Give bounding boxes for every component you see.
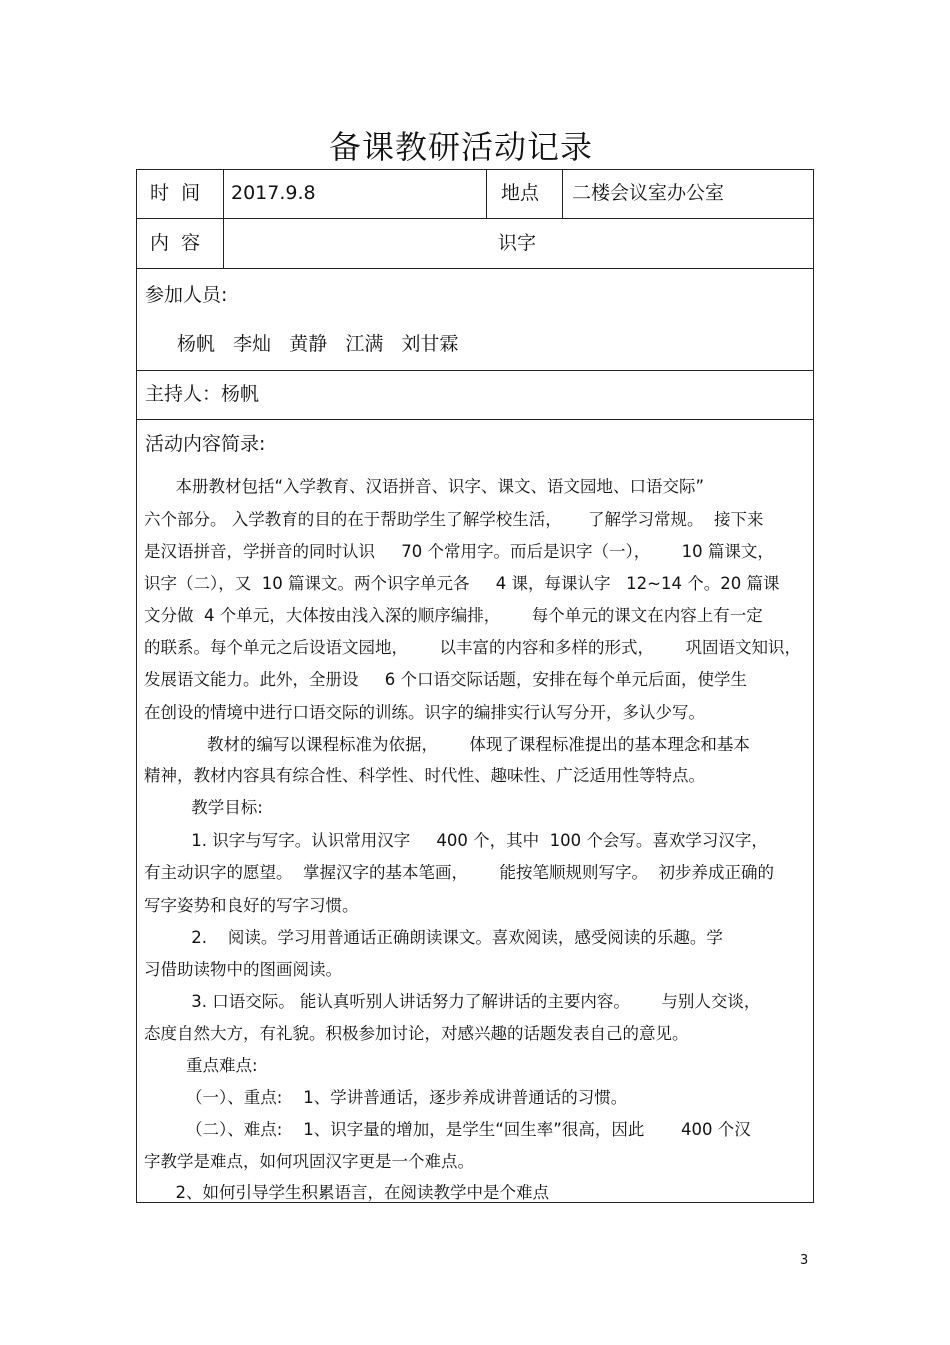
activity-line: 六个部分。 入学教育的目的在于帮助学生了解学校生活， 了解学习常规。 接下来 xyxy=(144,510,764,529)
host-label: 主持人：杨帆 xyxy=(145,383,260,405)
page-title: 备课教研活动记录 xyxy=(328,128,593,166)
time-label: 时 间 xyxy=(150,182,201,204)
row-divider xyxy=(136,218,814,219)
col-divider xyxy=(486,169,487,219)
col-divider xyxy=(562,169,563,219)
row-divider xyxy=(136,419,814,420)
col-divider xyxy=(223,169,224,269)
activity-line: 字教学是难点，如何巩固汉字更是一个难点。 xyxy=(144,1152,474,1171)
activity-line: （一）、重点: 1、学讲普通话，逐步养成讲普通话的习惯。 xyxy=(144,1088,628,1107)
activity-line: 在创设的情境中进行口语交际的训练。识字的编排实行认写分开，多认少写。 xyxy=(144,703,705,722)
activity-line: 态度自然大方，有礼貌。积极参加讨论，对感兴趣的话题发表自己的意见。 xyxy=(144,1024,689,1043)
activity-line: 的联系。每个单元之后设语文园地， 以丰富的内容和多样的形式， 巩固语文知识， xyxy=(144,638,801,657)
activity-line: 3. 口语交际。 能认真听别人讲话努力了解讲话的主要内容。 与别人交谈， xyxy=(144,992,761,1011)
content-label: 内 容 xyxy=(150,232,201,254)
activity-line: 习借助读物中的图画阅读。 xyxy=(144,960,342,979)
activity-line: 本册教材包括“入学教育、汉语拼音、识字、课文、语文园地、口语交际” xyxy=(144,477,705,496)
activity-line: 1. 识字与写字。认识常用汉字 400 个，其中 100 个会写。喜欢学习汉字， xyxy=(144,831,768,850)
activity-line: 2. 阅读。学习用普通话正确朗读课文。喜欢阅读，感受阅读的乐趣。学 xyxy=(144,928,723,947)
activity-label: 活动内容简录: xyxy=(145,433,266,455)
activity-line: 是汉语拼音，学拼音的同时认识 70 个常用字。而后是识字（一）， 10 篇课文， xyxy=(144,542,774,561)
time-value: 2017.9.8 xyxy=(231,182,316,204)
activity-line: 教材的编写以课程标准为依据， 体现了课程标准提出的基本理念和基本 xyxy=(144,735,750,754)
page-number: 3 xyxy=(800,1253,809,1268)
activity-line: （二）、难点: 1、识字量的增加，是学生“回生率”很高，因此 400 个汉 xyxy=(144,1120,751,1139)
activity-line: 教学目标: xyxy=(144,798,263,817)
activity-line: 有主动识字的愿望。 掌握汉字的基本笔画， 能按笔顺规则写字。 初步养成正确的 xyxy=(144,863,774,882)
activity-line: 重点难点: xyxy=(144,1056,258,1075)
activity-line: 发展语文能力。此外，全册设 6 个口语交际话题，安排在每个单元后面，使学生 xyxy=(144,670,747,689)
activity-line: 精神，教材内容具有综合性、科学性、时代性、趣味性、广泛适用性等特点。 xyxy=(144,766,705,785)
place-label: 地点 xyxy=(501,182,540,204)
content-value: 识字 xyxy=(498,232,537,254)
participants-label: 参加人员: xyxy=(145,284,228,306)
activity-line: 2、如何引导学生积累语言，在阅读教学中是个难点 xyxy=(144,1183,549,1202)
participants-names: 杨帆 李灿 黄静 江满 刘甘霖 xyxy=(177,333,459,355)
row-divider xyxy=(136,268,814,269)
row-divider xyxy=(136,370,814,371)
activity-line: 识字（二），又 10 篇课文。两个识字单元各 4 课，每课认字 12~14 个。20 篇课 xyxy=(144,574,780,593)
activity-line: 文分做 4 个单元，大体按由浅入深的顺序编排， 每个单元的课文在内容上有一定 xyxy=(144,606,763,625)
activity-line: 写字姿势和良好的写字习惯。 xyxy=(144,896,359,915)
place-value: 二楼会议室办公室 xyxy=(572,182,725,204)
